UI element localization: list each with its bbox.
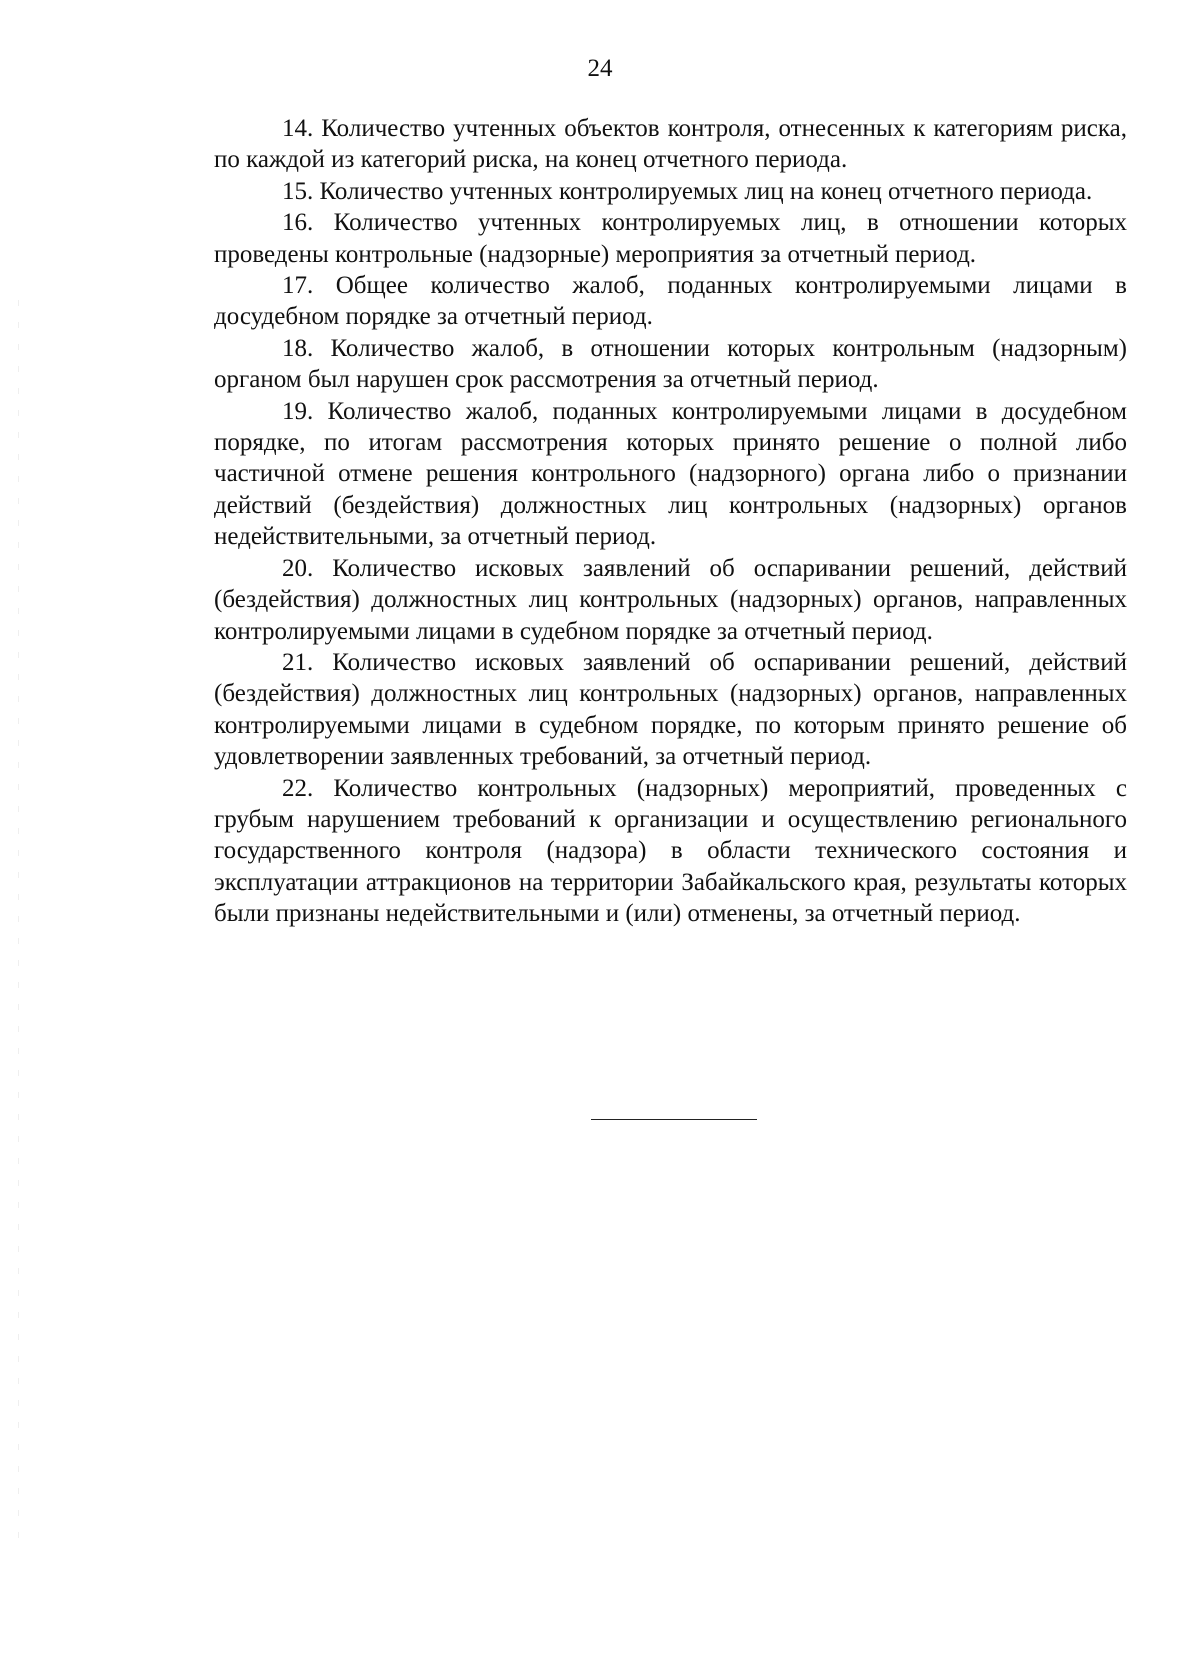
scan-edge-artifact <box>18 300 19 1550</box>
page-number: 24 <box>587 55 613 82</box>
paragraph-item-16: 16. Количество учтенных контролируемых лиц, в отношении которых проведены контрольные (надзорные) мероприятия за отчетный период. <box>214 209 1127 268</box>
paragraph-item-19: 19. Количество жалоб, поданных контролируемыми лицами в досудебном порядке, по итогам рассмотрения которых принято решение о полной либо частичной отмене решения контрольного (надзорного) органа либо о признании действий (бездействия) должностных лиц контрольных (надзорных) органов недействительными, за отчетный период. <box>214 397 1127 551</box>
paragraph-item-14: 14. Количество учтенных объектов контроля, отнесенных к категориям риска, по каждой из категорий риска, на конец отчетного периода. <box>214 115 1127 174</box>
paragraph-item-20: 20. Количество исковых заявлений об оспаривании решений, действий (бездействия) должностных лиц контрольных (надзорных) органов, направленных контролируемыми лицами в судебном порядке за отчетный период. <box>214 554 1127 645</box>
paragraph-item-17: 17. Общее количество жалоб, поданных контролируемыми лицами в досудебном порядке за отчетный период. <box>214 272 1127 331</box>
document-body <box>214 113 1127 930</box>
paragraph-item-15: 15. Количество учтенных контролируемых лиц на конец отчетного периода. <box>282 177 1093 205</box>
end-of-document-rule <box>591 1119 757 1120</box>
paragraph-item-22: 22. Количество контрольных (надзорных) мероприятий, проведенных с грубым нарушением требований к организации и осуществлению регионального государственного контроля (надзора) в области технического состояния и эксплуатации аттракционов на территории Забайкальского края, результаты которых были признаны недействительными и (или) отменены, за отчетный период. <box>214 774 1127 928</box>
paragraph-item-18: 18. Количество жалоб, в отношении которых контрольным (надзорным) органом был нарушен срок рассмотрения за отчетный период. <box>214 334 1127 394</box>
paragraph-item-21: 21. Количество исковых заявлений об оспаривании решений, действий (бездействия) должностных лиц контрольных (надзорных) органов, направленных контролируемыми лицами в судебном порядке, по которым принято решение об удовлетворении заявленных требований, за отчетный период. <box>214 648 1127 771</box>
